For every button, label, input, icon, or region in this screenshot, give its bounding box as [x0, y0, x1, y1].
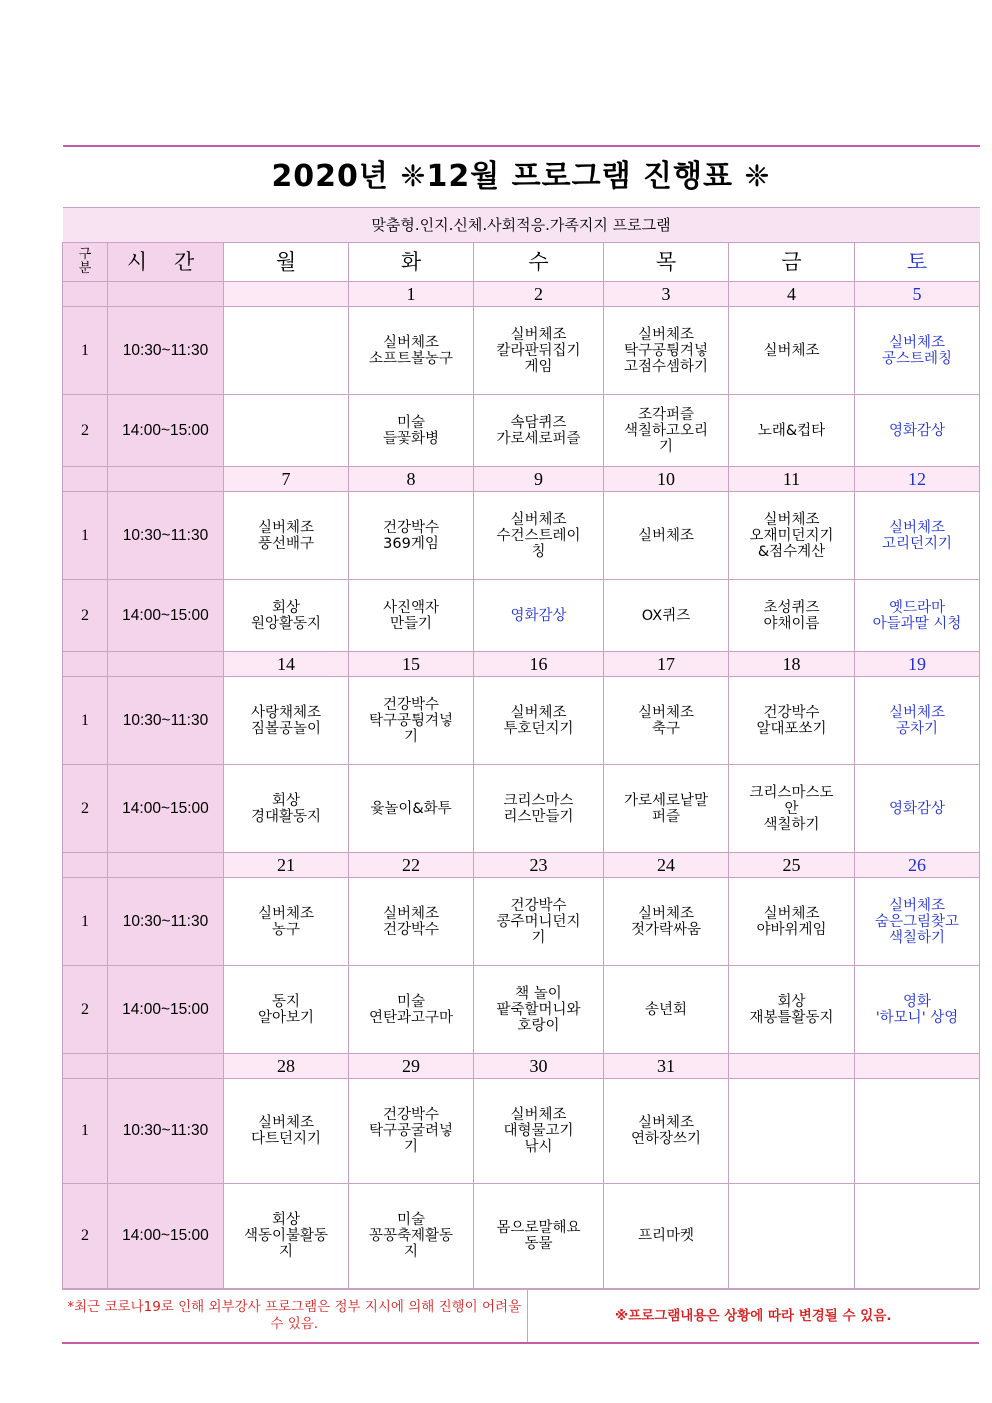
session-number: 2: [63, 580, 108, 652]
session-number: 2: [63, 966, 108, 1054]
program-text: 회상 재봉틀활동지: [749, 993, 834, 1026]
session-time: 14:00~15:00: [108, 966, 224, 1054]
program-text: 속담퀴즈 가로세로퍼즐: [496, 414, 581, 447]
program-text: 동지 알아보기: [257, 993, 315, 1026]
date-cell: 7: [224, 467, 349, 492]
program-cell: [224, 878, 349, 966]
date-cell: 15: [349, 652, 474, 677]
program-text: 실버체조 칼라판뒤집기 게임: [496, 326, 581, 375]
date-cell: 12: [855, 467, 980, 492]
session-row: [63, 395, 980, 467]
session-number: 2: [63, 395, 108, 467]
program-cell: [604, 307, 729, 395]
program-cell: [474, 492, 604, 580]
session-number: 2: [63, 1184, 108, 1289]
program-text: 건강박수 탁구공튕겨넣 기: [368, 696, 454, 745]
session-row: [63, 1184, 980, 1289]
program-text: 가로세로낱말 퍼즐: [623, 792, 709, 825]
change-notice: ※프로그램내용은 상황에 따라 변경될 수 있음.: [527, 1290, 979, 1344]
session-row: [63, 492, 980, 580]
column-header-thu: 목: [604, 243, 729, 282]
session-time: 14:00~15:00: [108, 580, 224, 652]
program-cell: [855, 677, 980, 765]
date-cell: 3: [604, 282, 729, 307]
program-cell: [474, 765, 604, 853]
program-text: 책 놀이 팥죽할머니와 호랑이: [496, 985, 581, 1034]
program-cell: [604, 765, 729, 853]
session-time: 10:30~11:30: [108, 492, 224, 580]
program-text: 실버체조 연하장쓰기: [630, 1115, 702, 1147]
program-cell: [224, 677, 349, 765]
program-text: 회상 원앙활동지: [250, 599, 322, 632]
date-row-gubun-blank: [63, 1054, 108, 1079]
corona-notice: *최근 코로나19로 인해 외부강사 프로그램은 정부 지시에 의해 진행이 어려울수 있음.: [62, 1290, 527, 1344]
date-cell: 30: [474, 1054, 604, 1079]
program-cell: [855, 966, 980, 1054]
date-cell: 26: [855, 853, 980, 878]
program-cell: [349, 580, 474, 652]
program-cell: [349, 395, 474, 467]
session-time: 14:00~15:00: [108, 1184, 224, 1289]
program-cell: [604, 492, 729, 580]
program-text: 실버체조 숨은그림찾고 색칠하기: [874, 897, 960, 946]
program-text: 실버체조 고리던지기: [881, 519, 953, 552]
date-cell: 8: [349, 467, 474, 492]
program-text: 크리스마스 리스만들기: [503, 792, 574, 825]
session-time: 10:30~11:30: [108, 677, 224, 765]
program-text: 건강박수 알대포쏘기: [756, 704, 827, 737]
program-cell: [224, 307, 349, 395]
program-text: 실버체조 공차기: [888, 704, 946, 737]
program-text: 실버체조 풍선배구: [257, 519, 315, 552]
program-text: 크리스마스도 안 색칠하기: [749, 784, 834, 833]
program-text: 실버체조 소프트볼농구: [368, 334, 454, 367]
date-cell: 1: [349, 282, 474, 307]
program-cell: [349, 677, 474, 765]
column-header-wed: 수: [474, 243, 604, 282]
date-cell: 10: [604, 467, 729, 492]
session-row: [63, 307, 980, 395]
program-text: 영화 '하모니' 상영: [875, 993, 959, 1026]
date-row-time-blank: [108, 467, 224, 492]
program-cell: [729, 1184, 855, 1289]
program-text: 건강박수 탁구공굴려넣 기: [368, 1107, 454, 1155]
program-cell: [349, 966, 474, 1054]
date-row: [63, 467, 980, 492]
program-text: 실버체조 대형물고기 낚시: [503, 1107, 574, 1155]
program-text: 실버체조 수건스트레이 칭: [496, 511, 581, 560]
program-text: OX퀴즈: [641, 607, 691, 624]
column-header-tue: 화: [349, 243, 474, 282]
program-cell: [855, 492, 980, 580]
program-cell: [729, 966, 855, 1054]
date-cell: [729, 1054, 855, 1079]
date-cell: 21: [224, 853, 349, 878]
program-text: 실버체조 농구: [257, 905, 315, 938]
program-cell: [224, 395, 349, 467]
date-cell: 28: [224, 1054, 349, 1079]
program-text: 조각퍼즐 색칠하고오리 기: [623, 406, 709, 455]
program-cell: [729, 677, 855, 765]
program-text: 사진액자 만들기: [382, 599, 440, 632]
program-text: 옛드라마 아들과딸 시청: [872, 599, 962, 632]
program-text: 프리마켓: [637, 1228, 695, 1244]
date-cell: 18: [729, 652, 855, 677]
program-text: 송년회: [644, 1001, 688, 1018]
date-cell: 16: [474, 652, 604, 677]
column-header-mon: 월: [224, 243, 349, 282]
program-text: 몸으로말해요 동물: [496, 1220, 581, 1252]
program-text: 실버체조 축구: [637, 704, 695, 737]
program-cell: [855, 1079, 980, 1184]
program-text: 실버체조: [637, 527, 695, 544]
session-row: [63, 1079, 980, 1184]
program-cell: [474, 307, 604, 395]
date-cell: [855, 1054, 980, 1079]
date-row-time-blank: [108, 853, 224, 878]
program-text: 실버체조 투호던지기: [503, 704, 574, 737]
program-cell: [855, 395, 980, 467]
program-text: 영화감상: [888, 800, 946, 817]
program-cell: [729, 580, 855, 652]
session-number: 1: [63, 1079, 108, 1184]
program-cell: [729, 878, 855, 966]
program-text: 노래&컵타: [757, 422, 826, 439]
session-number: 1: [63, 677, 108, 765]
program-cell: [604, 395, 729, 467]
program-text: 미술 꽁꽁축제활동 지: [368, 1212, 454, 1260]
program-cell: [855, 765, 980, 853]
program-schedule-sheet: [62, 145, 979, 1344]
date-cell: 29: [349, 1054, 474, 1079]
column-header-gubun: 구 분: [63, 243, 108, 282]
program-cell: [729, 395, 855, 467]
program-cell: [349, 1184, 474, 1289]
program-cell: [729, 765, 855, 853]
date-cell: 5: [855, 282, 980, 307]
program-subtitle: 맞춤형.인지.신체.사회적응.가족지지 프로그램: [63, 208, 980, 243]
session-time: 10:30~11:30: [108, 1079, 224, 1184]
program-text: 영화감상: [510, 607, 567, 624]
session-time: 14:00~15:00: [108, 395, 224, 467]
program-text: 실버체조 야바위게임: [756, 905, 827, 938]
date-row: [63, 282, 980, 307]
session-row: [63, 878, 980, 966]
program-cell: [855, 1184, 980, 1289]
date-row-time-blank: [108, 282, 224, 307]
program-cell: [224, 580, 349, 652]
date-row-gubun-blank: [63, 853, 108, 878]
session-time: 10:30~11:30: [108, 878, 224, 966]
session-row: [63, 677, 980, 765]
program-cell: [729, 492, 855, 580]
program-text: 건강박수 콩주머니던지 기: [496, 897, 581, 946]
date-row: [63, 853, 980, 878]
program-text: 실버체조 공스트레칭: [881, 334, 953, 367]
program-text: 미술 들꽃화병: [382, 414, 440, 447]
date-row-gubun-blank: [63, 282, 108, 307]
program-text: 사랑채체조 짐볼공놀이: [250, 704, 322, 737]
program-text: 초성퀴즈 야채이름: [763, 599, 820, 632]
program-text: 실버체조 탁구공튕겨넣 고점수셈하기: [623, 326, 709, 375]
date-cell: 31: [604, 1054, 729, 1079]
date-cell: 9: [474, 467, 604, 492]
date-row-gubun-blank: [63, 652, 108, 677]
date-cell: [224, 282, 349, 307]
column-header-time: 시 간: [108, 243, 224, 282]
program-cell: [224, 1079, 349, 1184]
session-time: 14:00~15:00: [108, 765, 224, 853]
date-row: [63, 652, 980, 677]
program-cell: [604, 580, 729, 652]
program-cell: [349, 492, 474, 580]
date-cell: 24: [604, 853, 729, 878]
page-title: 2020년 ❈12월 프로그램 진행표 ❈: [63, 146, 980, 208]
column-header-sat: 토: [855, 243, 980, 282]
session-number: 1: [63, 307, 108, 395]
session-number: 1: [63, 492, 108, 580]
program-cell: [349, 1079, 474, 1184]
program-text: 실버체조 젓가락싸움: [630, 905, 702, 938]
program-cell: [224, 966, 349, 1054]
program-text: 회상 경대활동지: [250, 792, 322, 825]
program-cell: [855, 878, 980, 966]
program-cell: [224, 1184, 349, 1289]
program-text: 회상 색동이불활동 지: [243, 1212, 329, 1260]
session-number: 2: [63, 765, 108, 853]
date-cell: 22: [349, 853, 474, 878]
program-text: 윷놀이&화투: [370, 800, 452, 817]
date-cell: 25: [729, 853, 855, 878]
program-text: 미술 연탄과고구마: [368, 993, 454, 1026]
program-text: 실버체조 오재미던지기 &점수계산: [749, 511, 834, 560]
program-text: 영화감상: [888, 422, 946, 439]
program-cell: [349, 307, 474, 395]
program-text: 실버체조 다트던지기: [250, 1115, 322, 1147]
date-row: [63, 1054, 980, 1079]
date-cell: 11: [729, 467, 855, 492]
session-row: [63, 765, 980, 853]
date-row-time-blank: [108, 652, 224, 677]
date-cell: 23: [474, 853, 604, 878]
date-row-time-blank: [108, 1054, 224, 1079]
program-cell: [474, 1079, 604, 1184]
program-cell: [474, 395, 604, 467]
program-text: 실버체조: [763, 342, 820, 359]
date-cell: 4: [729, 282, 855, 307]
program-cell: [729, 307, 855, 395]
program-cell: [224, 492, 349, 580]
program-cell: [474, 878, 604, 966]
program-cell: [474, 1184, 604, 1289]
date-cell: 2: [474, 282, 604, 307]
date-cell: 14: [224, 652, 349, 677]
program-text: 실버체조 건강박수: [382, 905, 440, 938]
program-cell: [729, 1079, 855, 1184]
program-cell: [474, 677, 604, 765]
program-cell: [349, 878, 474, 966]
schedule-table: [62, 145, 980, 1289]
session-number: 1: [63, 878, 108, 966]
program-cell: [604, 878, 729, 966]
program-cell: [855, 307, 980, 395]
program-cell: [474, 966, 604, 1054]
program-cell: [855, 580, 980, 652]
program-cell: [349, 765, 474, 853]
program-cell: [604, 1079, 729, 1184]
program-cell: [604, 677, 729, 765]
program-cell: [604, 1184, 729, 1289]
program-text: 건강박수 369게임: [382, 519, 440, 552]
session-row: [63, 966, 980, 1054]
column-header-fri: 금: [729, 243, 855, 282]
date-row-gubun-blank: [63, 467, 108, 492]
session-time: 10:30~11:30: [108, 307, 224, 395]
date-cell: 19: [855, 652, 980, 677]
date-cell: 17: [604, 652, 729, 677]
program-cell: [604, 966, 729, 1054]
footer-notes: [62, 1289, 979, 1344]
session-row: [63, 580, 980, 652]
program-cell: [474, 580, 604, 652]
program-cell: [224, 765, 349, 853]
